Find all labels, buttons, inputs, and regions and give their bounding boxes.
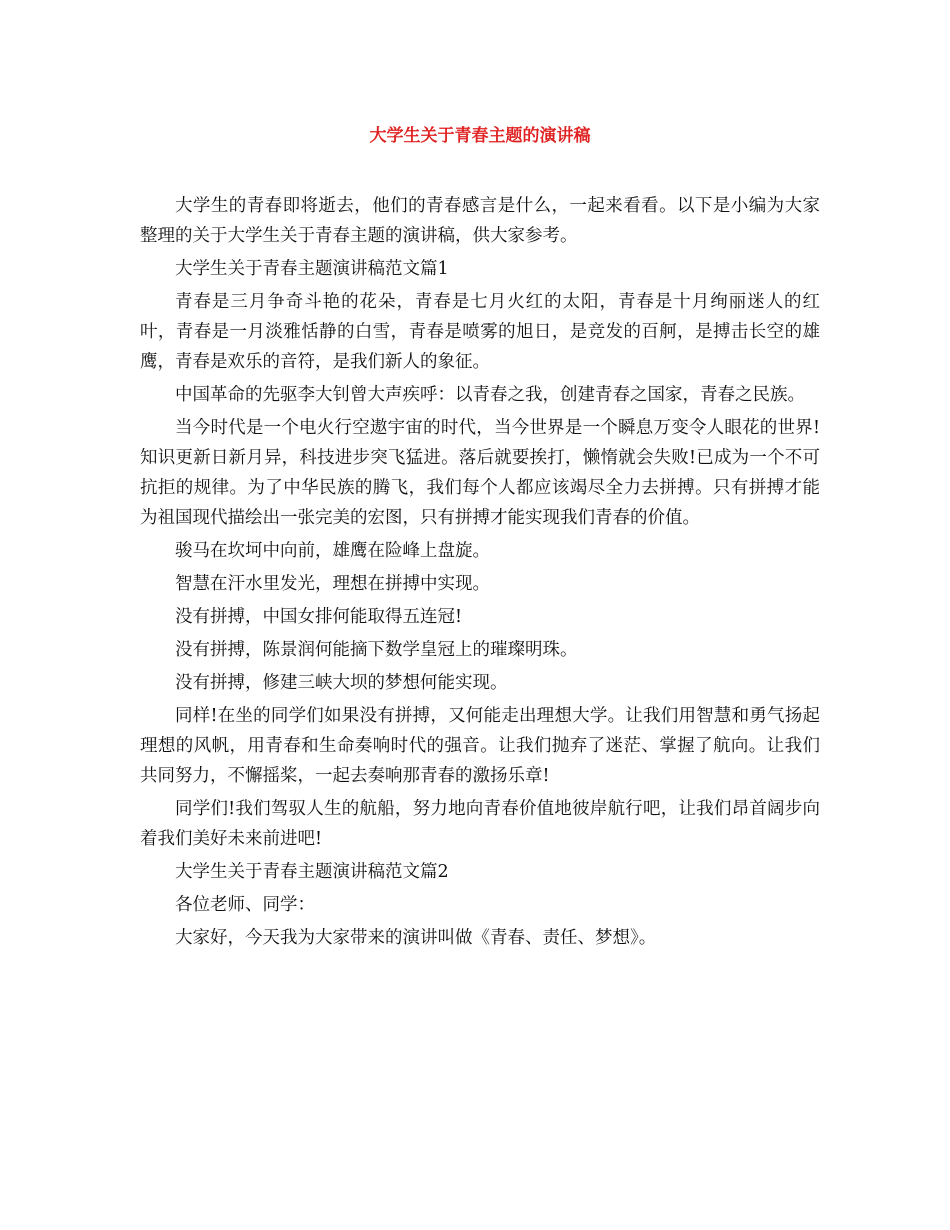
paragraph: 青春是三月争奇斗艳的花朵，青春是七月火红的太阳，青春是十月绚丽迷人的红叶，青春是一月淡雅恬静的白雪，青春是喷雾的旭日，是竞发的百舸，是搏击长空的雄鹰，青春是欢乐的音符，是我们新人的象征。 — [140, 292, 820, 372]
paragraph: 当今时代是一个电火行空遨宇宙的时代，当今世界是一个瞬息万变令人眼花的世界!知识更新日新月异，科技进步突飞猛进。落后就要挨打，懒惰就会失败!已成为一个不可抗拒的规律。为了中华民族的腾飞，我们每个人都应该竭尽全力去拼搏。只有拼搏才能为祖国现代描绘出一张完美的宏图，只有拼搏才能实现我们青春的价值。 — [140, 418, 820, 528]
section-heading-1: 大学生关于青春主题演讲稿范文篇1 — [175, 259, 449, 279]
document-body — [140, 191, 820, 953]
paragraph-intro: 大学生的青春即将逝去，他们的青春感言是什么，一起来看看。以下是小编为大家整理的关于大学生关于青春主题的演讲稿，供大家参考。 — [140, 196, 820, 246]
paragraph: 没有拼搏，陈景润何能摘下数学皇冠上的璀璨明珠。 — [175, 640, 578, 660]
document-title: 大学生关于青春主题的演讲稿 — [369, 126, 591, 146]
section-heading-2: 大学生关于青春主题演讲稿范文篇2 — [175, 862, 449, 882]
paragraph: 大家好，今天我为大家带来的演讲叫做《青春、责任、梦想》。 — [175, 928, 657, 948]
paragraph: 同样!在坐的同学们如果没有拼搏，又何能走出理想大学。让我们用智慧和勇气扬起理想的风帆，用青春和生命奏响时代的强音。让我们抛弃了迷茫、掌握了航向。让我们共同努力，不懈摇桨，一起去奏响那青春的激扬乐章! — [140, 706, 820, 786]
paragraph: 同学们!我们驾驭人生的航船，努力地向青春价值地彼岸航行吧，让我们昂首阔步向着我们美好未来前进吧! — [140, 799, 820, 849]
paragraph: 智慧在汗水里发光，理想在拼搏中实现。 — [175, 574, 490, 594]
paragraph: 没有拼搏，修建三峡大坝的梦想何能实现。 — [175, 673, 508, 693]
paragraph: 没有拼搏，中国女排何能取得五连冠! — [175, 607, 463, 627]
salutation: 各位老师、同学： — [175, 895, 315, 915]
paragraph: 骏马在坎坷中向前，雄鹰在险峰上盘旋。 — [175, 541, 490, 561]
paragraph: 中国革命的先驱李大钊曾大声疾呼：以青春之我，创建青春之国家，青春之民族。 — [175, 385, 805, 405]
